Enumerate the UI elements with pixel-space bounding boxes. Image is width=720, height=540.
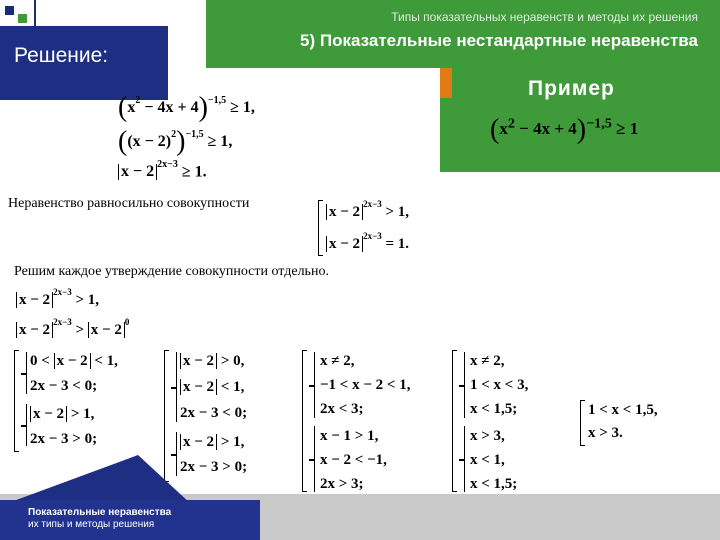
system-row: x − 1 > 1, <box>320 428 379 444</box>
system-brace <box>314 352 315 418</box>
step-line-1: $(x^2 - 4x + 4)^{-1,5} \ge 1$, <box>118 92 255 123</box>
system-row: 2x − 3 < 0; <box>180 405 248 421</box>
system-brace <box>314 426 315 492</box>
system-row: 2x < 3; <box>320 401 364 417</box>
inequality-a: x − 2 $^{2x-3}$ > 1, <box>16 290 99 309</box>
set-row-2: x − 2 $^{2x-3}$ = 1. <box>326 234 409 253</box>
set-row-1: x − 2 $^{2x-3}$ > 1, <box>326 202 409 221</box>
system-brace <box>26 404 27 446</box>
system-row: x > 3, <box>470 428 505 444</box>
system-row: x < 1,5; <box>470 476 518 492</box>
system-bracket <box>452 350 457 492</box>
set-bracket <box>318 200 323 256</box>
system-bracket <box>14 350 19 452</box>
system-row: x ≠ 2, <box>320 353 355 369</box>
result-row: x > 3. <box>588 425 623 441</box>
footer-subtitle: их типы и методы решения <box>28 519 155 530</box>
example-formula: $(x^2 - 4x + 4)^{-1,5} \ge 1$ <box>490 114 639 145</box>
system-brace <box>176 432 177 476</box>
step-line-3: x − 2 $^{2x-3}$ ≥ 1. <box>118 162 207 181</box>
step-line-2: $((x - 2)^2)^{-1,5} \ge 1$, <box>118 126 233 157</box>
system-brace <box>26 352 27 394</box>
system-row: 0 < x − 2 < 1, <box>30 353 118 369</box>
logo-square-icon <box>18 14 27 23</box>
example-accent <box>440 68 452 98</box>
system-row: x − 2 > 0, <box>180 353 244 370</box>
system-brace <box>176 352 177 422</box>
system-row: x < 1,5; <box>470 401 518 417</box>
logo-square-icon <box>5 6 14 15</box>
equivalence-text: Неравенство равносильно совокупности <box>8 196 250 211</box>
system-brace <box>464 352 465 418</box>
system-row: 2x − 3 > 0; <box>180 459 248 475</box>
solve-text: Решим каждое утверждение совокупности отдельно. <box>14 264 329 279</box>
slide-title: 5) Показательные нестандартные неравенства <box>300 31 698 50</box>
result-row: 1 < x < 1,5, <box>588 402 658 418</box>
section-label: Решение: <box>14 44 109 67</box>
divider <box>34 0 36 26</box>
system-bracket <box>164 350 169 482</box>
system-row: 2x − 3 > 0; <box>30 431 98 447</box>
system-brace <box>464 426 465 492</box>
system-row: x − 2 > 1, <box>30 406 94 423</box>
system-row: 2x > 3; <box>320 476 364 492</box>
footer-title: Показательные неравенства <box>28 507 172 518</box>
system-row: −1 < x − 2 < 1, <box>320 377 411 393</box>
system-bracket <box>302 350 307 492</box>
system-row: x − 2 > 1, <box>180 434 244 451</box>
system-row: x < 1, <box>470 452 505 468</box>
slide-subtitle: Типы показательных неравенств и методы их решения <box>391 10 698 24</box>
system-row: 1 < x < 3, <box>470 377 529 393</box>
system-row: x − 2 < 1, <box>180 379 244 396</box>
system-row: x − 2 < −1, <box>320 452 387 468</box>
result-bracket <box>580 400 585 446</box>
example-label: Пример <box>528 77 615 100</box>
system-row: x ≠ 2, <box>470 353 505 369</box>
system-row: 2x − 3 < 0; <box>30 378 98 394</box>
inequality-b: x − 2 $^{2x-3}$ > x − 2 $^0$ <box>16 320 129 339</box>
